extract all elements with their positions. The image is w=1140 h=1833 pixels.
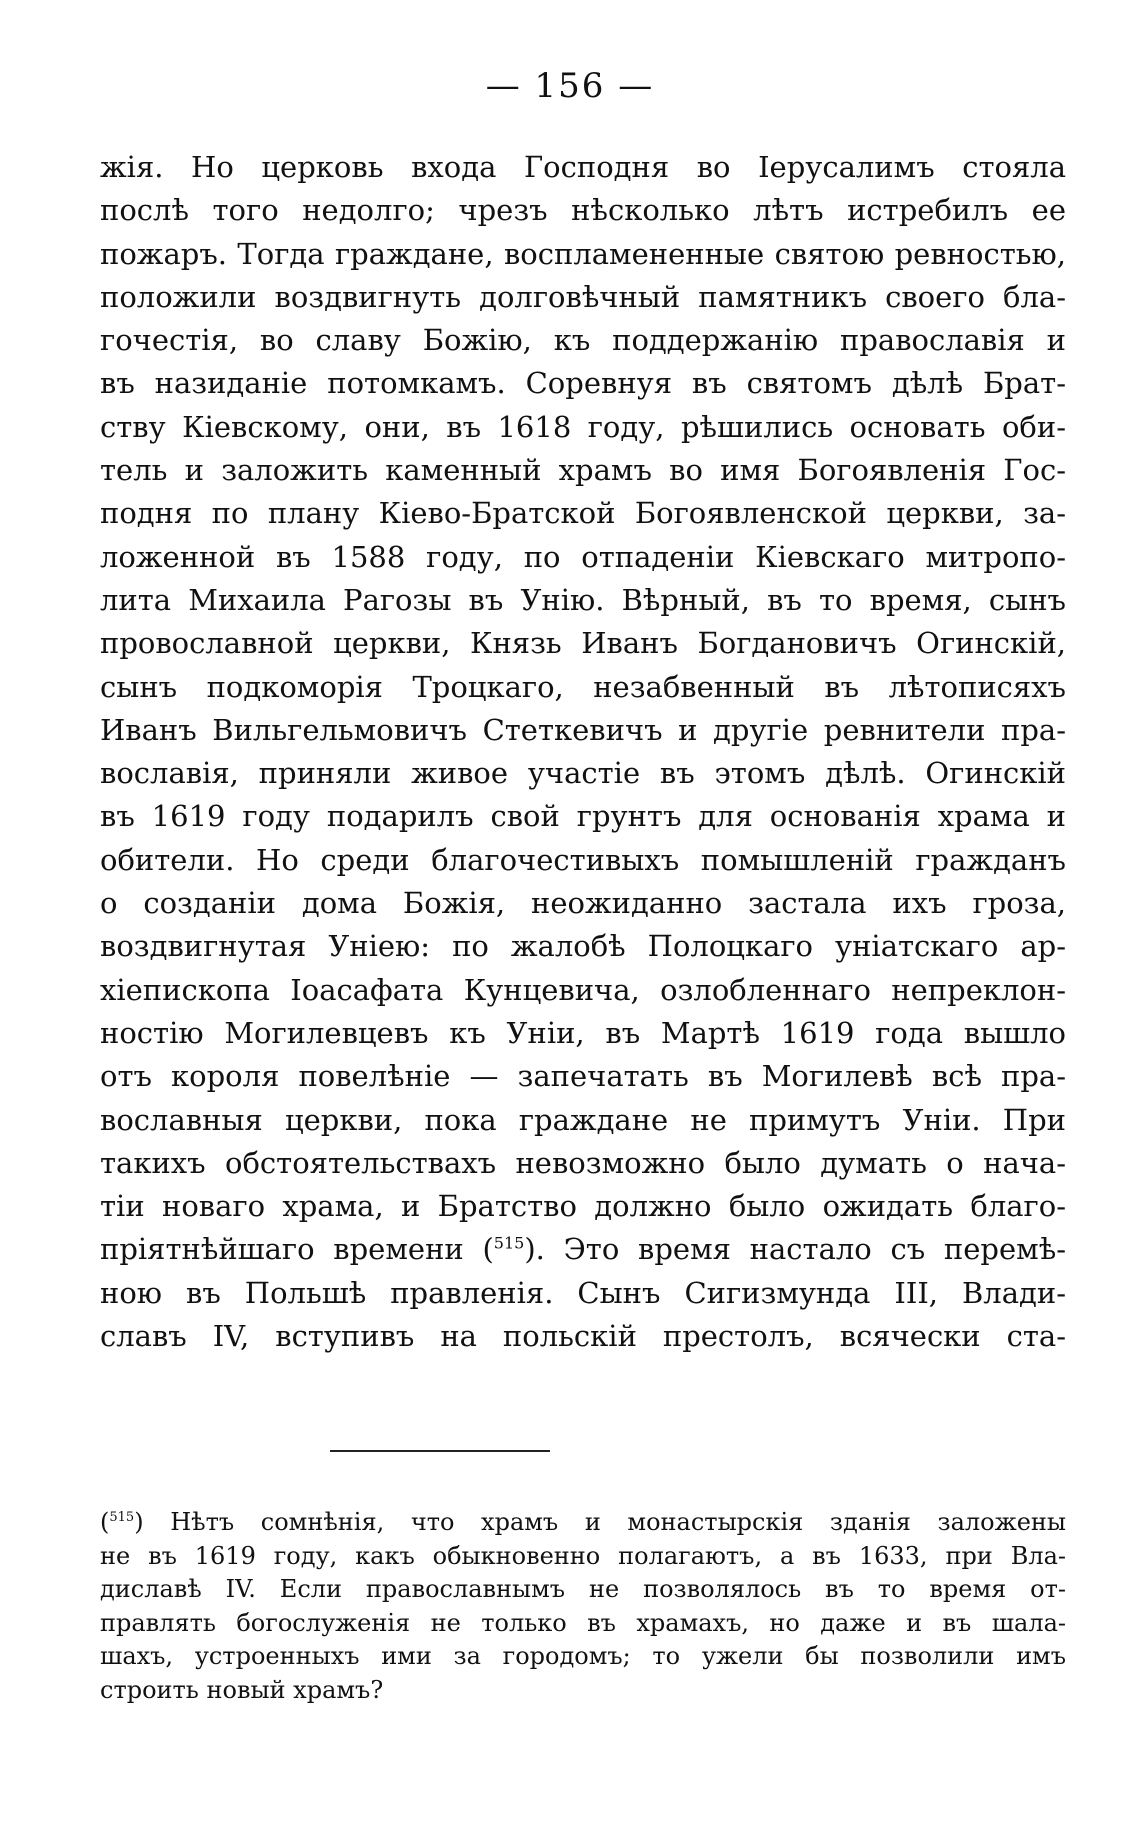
footnote-line: строить новый храмъ?: [100, 1675, 384, 1704]
footnote-separator: [330, 1450, 550, 1452]
main-text: [100, 146, 1066, 1358]
page-number: — 156 —: [485, 66, 655, 106]
footnote-line: [100, 1506, 1066, 1540]
footnote-paren-open: (: [100, 1508, 110, 1536]
footnote-reference[interactable]: 515: [493, 1233, 525, 1253]
text-line: тіи новаго храма, и Братство должно было ожидать благо-: [100, 1189, 1066, 1224]
footnote-line: не въ 1619 году, какъ обыкновенно полагаютъ, а въ 1633, при Вла-: [100, 1541, 1066, 1570]
text-line: вославія, приняли живое участіе въ этомъ дѣлѣ. Огинскій: [100, 756, 1066, 791]
text-line: ною въ Польшѣ правленія. Сынъ Сигизмунда III, Влади-: [100, 1275, 1066, 1310]
footnote-text: Нѣтъ сомнѣнія, что храмъ и монастырскія зданія заложены: [143, 1508, 1066, 1536]
text-line: ностію Могилевцевъ къ Уніи, въ Мартѣ 1619 года вышло: [100, 1015, 1066, 1050]
text-line: такихъ обстоятельствахъ невозможно было думать о нача-: [100, 1145, 1066, 1180]
text-line: Иванъ Вильгельмовичъ Стеткевичъ и другіе ревнители пра-: [100, 712, 1066, 747]
text-line: воздвигнутая Уніею: по жалобѣ Полоцкаго уніатскаго ар-: [100, 929, 1066, 964]
footnote-line: диславѣ IV. Если православнымъ не позволялось въ то время от-: [100, 1575, 1066, 1603]
text-line: хіепископа Іоасафата Кунцевича, озлобленнаго непреклон-: [100, 972, 1066, 1007]
text-line-with-footnote-ref: [100, 1228, 1066, 1271]
text-line: подня по плану Кіево-Братской Богоявленской церкви, за-: [100, 496, 1066, 531]
footnote-paren-close: ): [134, 1508, 144, 1536]
text-line: отъ короля повелѣніе — запечатать въ Могилевѣ всѣ пра-: [100, 1059, 1066, 1094]
text-line: жія. Но церковь входа Господня во Іерусалимъ стояла: [100, 150, 1066, 184]
text-line: ложенной въ 1588 году, по отпаденіи Кіевскаго митропо-: [100, 539, 1066, 574]
text-line: пожаръ. Тогда граждане, воспламененные святою ревностью,: [100, 236, 1066, 271]
text-line: сынъ подкоморія Троцкаго, незабвенный въ лѣтописяхъ: [100, 669, 1066, 704]
footnote-line: правлять богослуженія не только въ храмахъ, но даже и въ шала-: [100, 1608, 1066, 1637]
text-line: вославныя церкви, пока граждане не примутъ Уніи. При: [100, 1102, 1066, 1137]
footnote-marker: 515: [109, 1510, 135, 1525]
footnote: [100, 1506, 1066, 1707]
text-line: славъ IV, вступивъ на польскій престолъ, всячески ста-: [100, 1319, 1066, 1354]
text-line: обители. Но среди благочестивыхъ помышленій гражданъ: [100, 842, 1066, 877]
footnote-line: шахъ, устроенныхъ ими за городомъ; то ужели бы позволили имъ: [100, 1642, 1066, 1670]
text-line: провославной церкви, Князь Иванъ Богдановичъ Огинскій,: [100, 626, 1066, 661]
text-line: послѣ того недолго; чрезъ нѣсколько лѣтъ истребилъ ее: [100, 193, 1066, 228]
text-line: ству Кіевскому, они, въ 1618 году, рѣшились основать оби-: [100, 409, 1066, 444]
text-line: о созданіи дома Божія, неожиданно застала ихъ гроза,: [100, 886, 1066, 921]
text-line: лита Михаила Рагозы въ Унію. Вѣрный, въ то время, сынъ: [100, 582, 1066, 617]
text-line: гочестія, во славу Божію, къ поддержанію православія и: [100, 323, 1066, 358]
text-line: въ назиданіе потомкамъ. Соревнуя въ святомъ дѣлѣ Брат-: [100, 366, 1066, 401]
text-line: тель и заложить каменный храмъ во имя Богоявленія Гос-: [100, 453, 1066, 488]
text-segment: ). Это время настало съ перемѣ-: [524, 1232, 1066, 1267]
text-line: положили воздвигнуть долговѣчный памятникъ своего бла-: [100, 279, 1066, 314]
text-segment: пріятнѣйшаго времени (: [100, 1232, 494, 1267]
text-line: въ 1619 году подарилъ свой грунтъ для основанія храма и: [100, 799, 1066, 834]
